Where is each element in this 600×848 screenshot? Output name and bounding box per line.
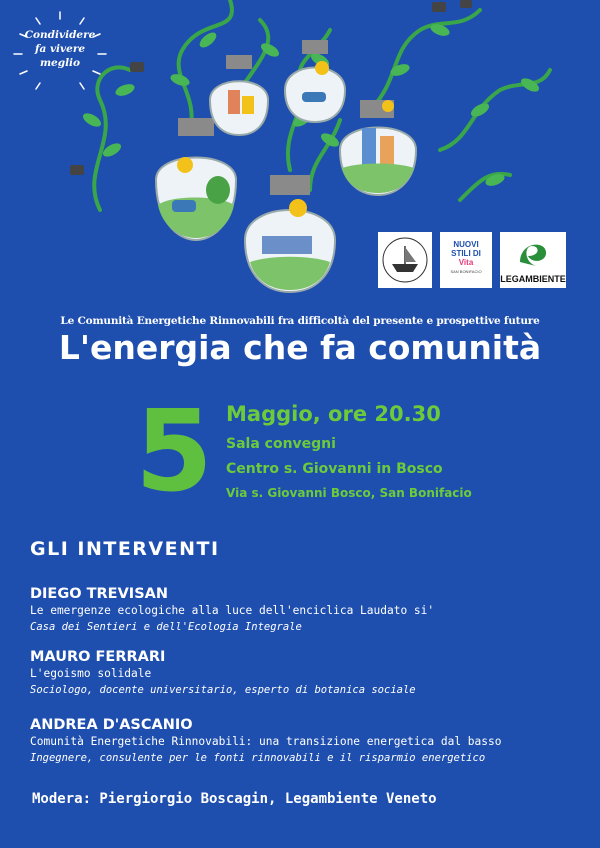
legambiente-label: LEGAMBIENTE	[500, 274, 566, 284]
nuovi-line-3: Vita	[458, 258, 474, 267]
speaker-name: DIEGO TREVISAN	[30, 586, 168, 602]
speaker-talk: Le emergenze ecologiche alla luce dell'enciclica Laudato si'	[30, 604, 435, 617]
legambiente-logo	[500, 232, 566, 288]
speaker-role: Ingegnere, consulente per le fonti rinnovabili e il risparmio energetico	[30, 752, 486, 764]
event-day: 5	[135, 387, 213, 517]
nuovi-line-1: NUOVI	[453, 240, 479, 249]
event-venue: Sala convegni	[226, 436, 336, 452]
speaker-role: Sociologo, docente universitario, esperto di botanica sociale	[30, 684, 416, 696]
speaker-name: ANDREA D'ASCANIO	[30, 717, 193, 733]
speaker-block	[30, 585, 590, 635]
speaker-block	[30, 716, 590, 766]
speaker-talk: L'egoismo solidale	[30, 667, 152, 680]
nuovi-stili-logo	[440, 232, 492, 288]
event-address: Via s. Giovanni Bosco, San Bonifacio	[226, 486, 472, 500]
boat-icon	[378, 232, 432, 288]
badge-line-2: fa vivere	[34, 43, 86, 55]
moderator-line: Modera: Piergiorgio Boscagin, Legambiente Veneto	[32, 791, 437, 807]
swan-icon	[500, 232, 566, 272]
event-title: L'energia che fa comunità	[58, 328, 542, 367]
interventions-heading: GLI INTERVENTI	[30, 538, 220, 560]
event-subtitle: Le Comunità Energetiche Rinnovabili fra difficoltà del presente e prospettive future	[60, 315, 540, 327]
lightbulb-illustration	[40, 0, 580, 300]
event-center: Centro s. Giovanni in Bosco	[226, 461, 443, 477]
speaker-name: MAURO FERRARI	[30, 649, 166, 665]
event-date-time: Maggio, ore 20.30	[226, 402, 441, 426]
speaker-block	[30, 648, 590, 698]
badge-line-3: meglio	[39, 57, 81, 69]
parish-logo	[378, 232, 432, 288]
speaker-talk: Comunità Energetiche Rinnovabili: una transizione energetica dal basso	[30, 735, 502, 748]
badge-line-1: Condividere	[24, 29, 96, 41]
nuovi-line-2: STILI DI	[451, 249, 481, 258]
speaker-role: Casa dei Sentieri e dell'Ecologia Integrale	[30, 621, 302, 633]
nuovi-line-4: SAN BONIFACIO	[450, 269, 482, 274]
